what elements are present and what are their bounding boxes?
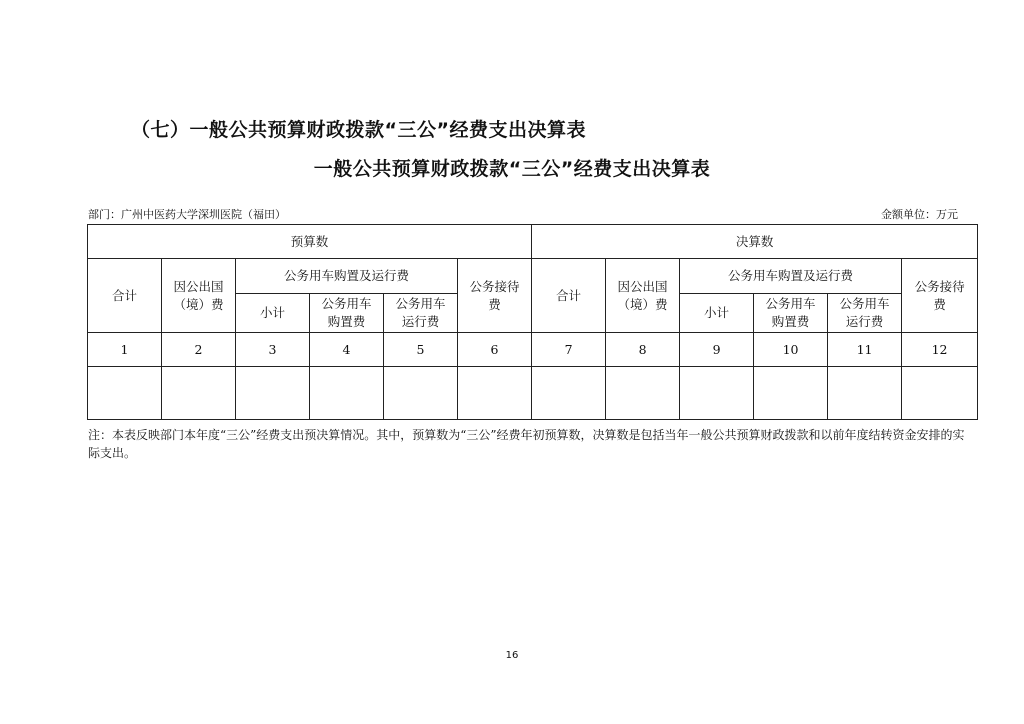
final-vehicle-group-header: 公务用车购置及运行费 [680, 259, 902, 294]
data-cell [680, 367, 754, 420]
column-number: 1 [88, 333, 162, 367]
column-number: 4 [310, 333, 384, 367]
column-number: 5 [384, 333, 458, 367]
final-vehicle-operation-line2: 运行费 [845, 314, 884, 329]
final-vehicle-purchase-line2: 购置费 [771, 314, 810, 329]
budget-reception-header [458, 259, 532, 333]
final-travel-header-line1: 因公出国 [617, 278, 668, 294]
column-number: 3 [236, 333, 310, 367]
final-reception-header-line1: 公务接待 [914, 278, 965, 294]
column-number: 8 [606, 333, 680, 367]
data-cell [754, 367, 828, 420]
budget-travel-header [162, 259, 236, 333]
data-row [88, 367, 978, 420]
table-title: 一般公共预算财政拨款“三公”经费支出决算表 [313, 158, 711, 180]
column-number-row [88, 333, 978, 367]
final-reception-header-line2: 费 [933, 296, 946, 312]
data-cell [828, 367, 902, 420]
final-reception-header [902, 259, 978, 333]
budget-vehicle-operation-header [384, 294, 458, 333]
section-heading: （七）一般公共预算财政拨款“三公”经费支出决算表 [131, 119, 586, 141]
final-group-header: 决算数 [532, 225, 978, 259]
final-vehicle-operation-header [828, 294, 902, 333]
page-number: 16 [505, 650, 519, 661]
final-total-header: 合计 [532, 259, 606, 333]
department-label: 部门：广州中医药大学深圳医院（福田） [88, 208, 286, 221]
budget-vehicle-purchase-header [310, 294, 384, 333]
data-cell [384, 367, 458, 420]
budget-group-header: 预算数 [88, 225, 532, 259]
budget-vehicle-operation-line2: 运行费 [401, 314, 440, 329]
data-cell [310, 367, 384, 420]
budget-total-header: 合计 [88, 259, 162, 333]
data-cell [606, 367, 680, 420]
budget-vehicle-purchase-line1: 公务用车 [321, 296, 372, 311]
table-note: 注：本表反映部门本年度“三公”经费支出预决算情况。其中，预算数为“三公”经费年初预算数，决算数是包括当年一般公共预算财政拨款和以前年度结转资金安排的实际支出。 [88, 428, 965, 460]
final-vehicle-operation-line1: 公务用车 [839, 296, 890, 311]
data-cell [458, 367, 532, 420]
budget-travel-header-line2: （境）费 [173, 296, 224, 312]
column-number: 12 [902, 333, 978, 367]
column-number: 7 [532, 333, 606, 367]
budget-reception-header-line1: 公务接待 [469, 278, 520, 294]
unit-label: 金额单位：万元 [881, 208, 958, 221]
data-cell [162, 367, 236, 420]
budget-vehicle-group-header: 公务用车购置及运行费 [236, 259, 458, 294]
budget-travel-header-line1: 因公出国 [173, 278, 224, 294]
final-subtotal-header: 小计 [680, 294, 754, 333]
column-number: 6 [458, 333, 532, 367]
final-vehicle-purchase-header [754, 294, 828, 333]
budget-vehicle-operation-line1: 公务用车 [395, 296, 446, 311]
column-number: 2 [162, 333, 236, 367]
budget-vehicle-purchase-line2: 购置费 [327, 314, 366, 329]
data-cell [532, 367, 606, 420]
data-cell [236, 367, 310, 420]
column-number: 10 [754, 333, 828, 367]
table-meta [88, 206, 958, 222]
final-vehicle-purchase-line1: 公务用车 [765, 296, 816, 311]
column-number: 11 [828, 333, 902, 367]
data-cell [902, 367, 978, 420]
table-group-header-row [88, 225, 978, 259]
budget-subtotal-header: 小计 [236, 294, 310, 333]
budget-reception-header-line2: 费 [488, 296, 501, 312]
data-cell [88, 367, 162, 420]
final-travel-header [606, 259, 680, 333]
table-subheader-row [88, 259, 978, 294]
three-public-expenses-table [87, 224, 978, 420]
column-number: 9 [680, 333, 754, 367]
final-travel-header-line2: （境）费 [617, 296, 668, 312]
